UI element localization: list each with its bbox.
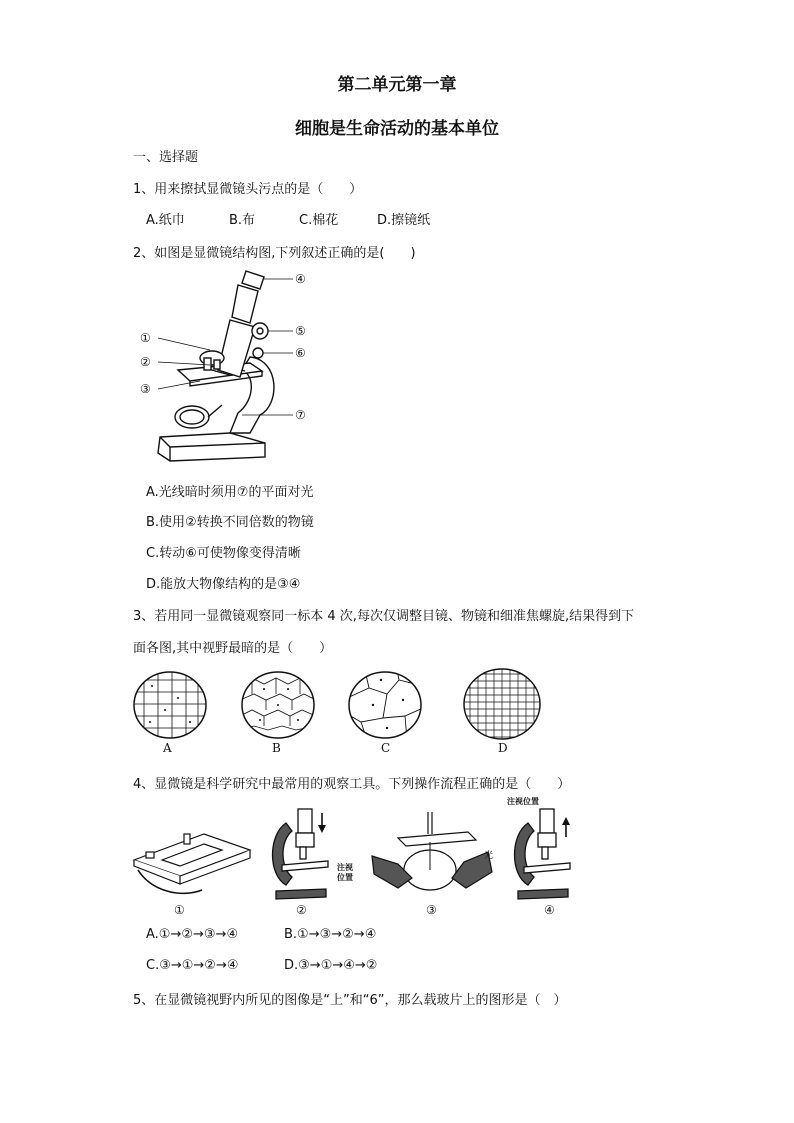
question-4-stem: 4、显微镜是科学研究中最常用的观察工具。下列操作流程正确的是（ ） (133, 777, 571, 792)
q1-option-b[interactable]: B.布 (229, 213, 256, 228)
microscope-label-3: ③ (140, 382, 151, 396)
step-label-1: ① (174, 903, 185, 917)
field-label-d: D (498, 741, 508, 755)
question-1-stem: 1、用来擦拭显微镜头污点的是（ ） (133, 182, 363, 197)
step-3-diagram (368, 808, 498, 898)
microscope-label-4: ④ (295, 272, 306, 286)
step-label-4: ④ (544, 903, 555, 917)
microscope-label-7: ⑦ (295, 408, 306, 422)
step-2-note-line1: 注视 (337, 863, 353, 872)
field-label-b: B (272, 741, 281, 755)
q4-option-b[interactable]: B.①→③→②→④ (284, 927, 377, 942)
microscope-diagram (130, 265, 330, 465)
step-label-2: ② (296, 903, 307, 917)
question-2-stem: 2、如图是显微镜结构图,下列叙述正确的是( ) (133, 246, 416, 261)
section-heading: 一、选择题 (133, 150, 199, 165)
q4-option-c[interactable]: C.③→①→②→④ (146, 958, 239, 973)
q1-option-a[interactable]: A.纸巾 (146, 213, 185, 228)
q4-option-a[interactable]: A.①→②→③→④ (146, 927, 239, 942)
page-title: 第二单元第一章 (337, 75, 457, 95)
field-of-view-d (462, 667, 542, 741)
q1-option-d[interactable]: D.擦镜纸 (377, 213, 431, 228)
field-of-view-a (132, 670, 208, 740)
microscope-label-5: ⑤ (295, 324, 306, 338)
field-of-view-c (347, 670, 423, 740)
field-of-view-b (240, 670, 316, 740)
q2-option-d[interactable]: D.能放大物像结构的是③④ (146, 577, 301, 592)
q2-option-a[interactable]: A.光线暗时须用⑦的平面对光 (146, 485, 314, 500)
field-label-c: C (381, 741, 391, 755)
q2-option-c[interactable]: C.转动⑥可使物像变得清晰 (146, 546, 301, 561)
step-2-diagram (268, 805, 338, 903)
q1-option-c[interactable]: C.棉花 (299, 213, 339, 228)
q2-option-b[interactable]: B.使用②转换不同倍数的物镜 (146, 515, 314, 530)
step-1-diagram (132, 826, 252, 898)
page-subtitle: 细胞是生命活动的基本单位 (295, 119, 499, 139)
step-2-note-line2: 位置 (337, 873, 353, 882)
microscope-label-1: ① (140, 331, 151, 345)
question-3-stem-line1: 3、若用同一显微镜观察同一标本 4 次,每次仅调整目镜、物镜和细准焦螺旋,结果得到下 (133, 609, 635, 624)
microscope-label-2: ② (140, 355, 151, 369)
step-4-diagram (510, 805, 580, 903)
question-3-stem-line2: 面各图,其中视野最暗的是（ ） (133, 641, 333, 656)
field-label-a: A (163, 741, 172, 755)
step-4-note: 注视位置 (507, 797, 539, 806)
q4-option-d[interactable]: D.③→①→④→② (284, 958, 378, 973)
microscope-label-6: ⑥ (295, 346, 306, 360)
step-label-3: ③ (426, 903, 437, 917)
question-5-stem: 5、在显微镜视野内所见的图像是“上”和“6”，那么载玻片上的图形是（ ） (133, 993, 567, 1008)
step-3-light-label: 光 (484, 851, 494, 861)
